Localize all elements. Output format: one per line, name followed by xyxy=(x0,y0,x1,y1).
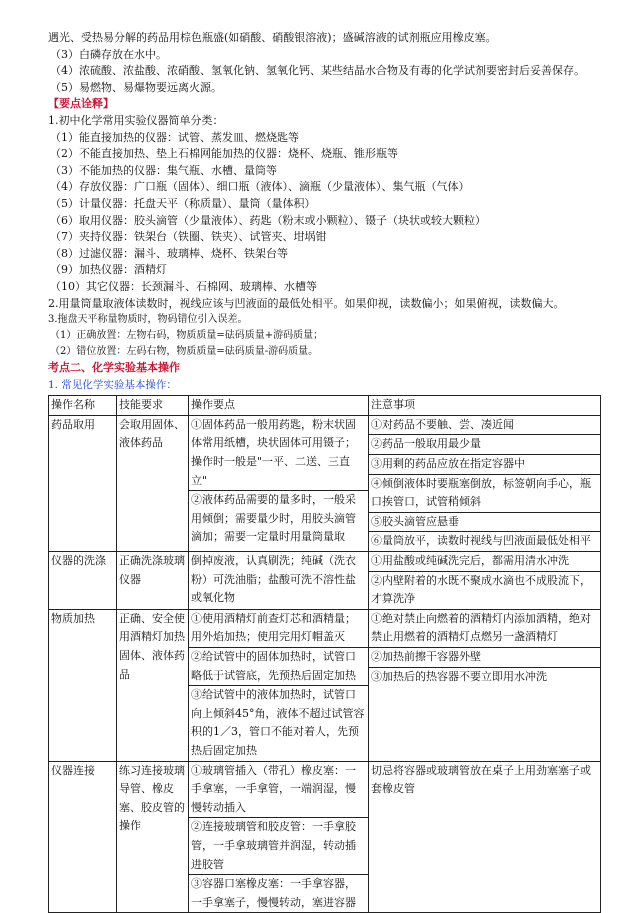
note-item: ④倾倒液体时要瓶塞倒放，标签朝向手心，瓶口挨管口，试管稍倾斜 xyxy=(369,475,600,513)
skill-requirement: 练习连接玻璃导管、橡皮塞、胶皮管的操作 xyxy=(117,761,189,913)
document-page xyxy=(48,30,608,913)
note-item: ②内壁附着的水既不聚成水滴也不成股流下，才算洗净 xyxy=(371,573,591,606)
table-row xyxy=(49,609,601,761)
table-title: 1. 常见化学实验基本操作： xyxy=(48,378,177,391)
operation-points xyxy=(189,761,369,913)
classification-list xyxy=(48,130,608,296)
section-heading: 【要点诠释】 xyxy=(48,97,114,111)
classification-item: （3）不能加热的仪器：集气瓶、水槽、量筒等 xyxy=(50,163,277,177)
table-row xyxy=(49,415,601,551)
classification-item: （8）过滤仪器：漏斗、玻璃棒、烧杯、铁架台等 xyxy=(50,246,288,260)
point-item: ③容器口塞橡皮塞：一手拿容器，一手拿塞子，慢慢转动，塞进容器 xyxy=(191,877,356,909)
point-item: ①固体药品一般用药匙，粉末状固体常用纸槽，块状固体可用镊子；操作时一般是"一平、二送、三直立" xyxy=(189,416,368,491)
point-item: ③给试管中的液体加热时，试管口向上倾斜45°角，液体不超过试管容积的1／3，管口不能对着人，先预热后固定加热 xyxy=(191,688,365,757)
note-item: ③加热后的热容器不要立即用水冲洗 xyxy=(371,669,547,683)
operation-name: 药品取用 xyxy=(49,415,117,551)
note-item: ②药品一般取用最少量 xyxy=(369,435,600,455)
classification-item: （1）能直接加热的仪器：试管、蒸发皿、燃烧匙等 xyxy=(50,130,299,144)
classification-item: （10）其它仪器：长颈漏斗、石棉网、玻璃棒、水槽等 xyxy=(50,279,317,293)
classification-item: （2）不能直接加热、垫上石棉网能加热的仪器：烧杯、烧瓶、锥形瓶等 xyxy=(50,147,398,161)
operation-points xyxy=(189,609,369,761)
header-cell: 操作要点 xyxy=(189,396,369,416)
point-item: ②给试管中的固体加热时，试管口略低于试管底，先预热后固定加热 xyxy=(189,648,368,686)
note-item: ①用盐酸或纯碱洗完后，都需用清水冲洗 xyxy=(369,552,600,572)
classification-item: （7）夹持仪器：铁架台（铁圈、铁夹）、试管夹、坩埚钳 xyxy=(50,230,327,244)
intro-line: （4）浓硫酸、浓盐酸、浓硝酸、氢氧化钠、氢氧化钙、某些结晶水合物及有毒的化学试剂要密封后妥善保存。 xyxy=(50,64,585,78)
notes-cell xyxy=(369,415,601,551)
notes-cell xyxy=(369,552,601,610)
point-item: 倒掉废液，认真刷洗；纯碱（洗衣粉）可洗油脂；盐酸可洗不溶性盐或氧化物 xyxy=(191,554,356,605)
table-row xyxy=(49,761,601,913)
table-header-row xyxy=(49,396,601,416)
balance-item: （1）正确放置：左物右码，物质质量=砝码质量+游码质量； xyxy=(50,330,324,342)
operations-table xyxy=(48,395,601,913)
measuring-note: 2.用量筒量取液体读数时，视线应该与凹液面的最低处相平。如果仰视，读数偏小；如果俯视，读数偏大。 xyxy=(48,296,565,310)
point-item: ②连接玻璃管和胶皮管：一手拿胶管，一手拿玻璃管并润湿，转动插进胶管 xyxy=(189,818,368,875)
note-item: ①对药品不要触、尝、凑近闻 xyxy=(369,416,600,436)
topic-heading: 考点二、化学实验基本操作 xyxy=(48,361,180,375)
skill-requirement: 正确洗涤玻璃仪器 xyxy=(117,552,189,610)
balance-item: （2）错位放置：左码右物，物质质量=砝码质量-游码质量。 xyxy=(50,346,319,358)
note-item: ③用剩的药品应放在指定容器中 xyxy=(369,455,600,475)
point-item: ①玻璃管插入（带孔）橡皮塞：一手拿塞，一手拿管，一端润湿，慢慢转动插入 xyxy=(189,762,368,819)
table-row xyxy=(49,552,601,610)
note-item: ⑤胶头滴管应悬垂 xyxy=(369,513,600,533)
notes-cell xyxy=(369,609,601,761)
operation-points xyxy=(189,552,369,610)
operation-name: 物质加热 xyxy=(49,609,117,761)
classification-item: （9）加热仪器：酒精灯 xyxy=(50,263,167,277)
header-cell: 注意事项 xyxy=(369,396,601,416)
skill-requirement: 会取用固体、液体药品 xyxy=(117,415,189,551)
intro-line: （5）易燃物、易爆物要远离火源。 xyxy=(50,80,222,94)
note-item: ①绝对禁止向燃着的酒精灯内添加酒精，绝对禁止用燃着的酒精灯点燃另一盏酒精灯 xyxy=(369,610,600,648)
intro-line: 遇光、受热易分解的药品用棕色瓶盛(如硝酸、硝酸银溶液)；盛碱溶液的试剂瓶应用橡皮塞。 xyxy=(48,31,497,44)
header-cell: 技能要求 xyxy=(117,396,189,416)
skill-requirement: 正确、安全使用酒精灯加热固体、液体药品 xyxy=(117,609,189,761)
classification-item: （5）计量仪器：托盘天平（称质量）、量筒（量体积） xyxy=(50,196,316,210)
header-cell: 操作名称 xyxy=(49,396,117,416)
point-item: ①使用酒精灯前查灯芯和酒精量；用外焰加热；使用完用灯帽盖灭 xyxy=(189,610,368,648)
notes-cell xyxy=(369,761,601,913)
intro-block xyxy=(48,30,608,96)
balance-title: 3.拖盘天平称量物质时，物码错位引入误差。 xyxy=(48,314,248,326)
operation-points xyxy=(189,415,369,551)
operation-name: 仪器连接 xyxy=(49,761,117,913)
note-item: ⑥量筒放平，读数时视线与凹液面最低处相平 xyxy=(371,534,591,548)
note-item: 切忌将容器或玻璃管放在桌子上用劲塞塞子或套橡皮管 xyxy=(371,763,591,796)
classification-title: 1.初中化学常用实验仪器简单分类： xyxy=(48,113,224,127)
classification-item: （4）存放仪器：广口瓶（固体）、细口瓶（液体）、滴瓶（少量液体）、集气瓶（气体） xyxy=(50,180,470,194)
note-item: ②加热前擦干容器外壁 xyxy=(369,648,600,668)
operation-name: 仪器的洗涤 xyxy=(49,552,117,610)
intro-line: （3）白磷存放在水中。 xyxy=(50,47,167,61)
classification-item: （6）取用仪器：胶头滴管（少量液体）、药匙（粉末或小颗粒）、镊子（块状或较大颗粒） xyxy=(50,213,486,227)
point-item: ②液体药品需要的量多时，一般采用倾倒；需要量少时，用胶头滴管滴加；需要一定量时用量筒量取 xyxy=(191,493,356,544)
